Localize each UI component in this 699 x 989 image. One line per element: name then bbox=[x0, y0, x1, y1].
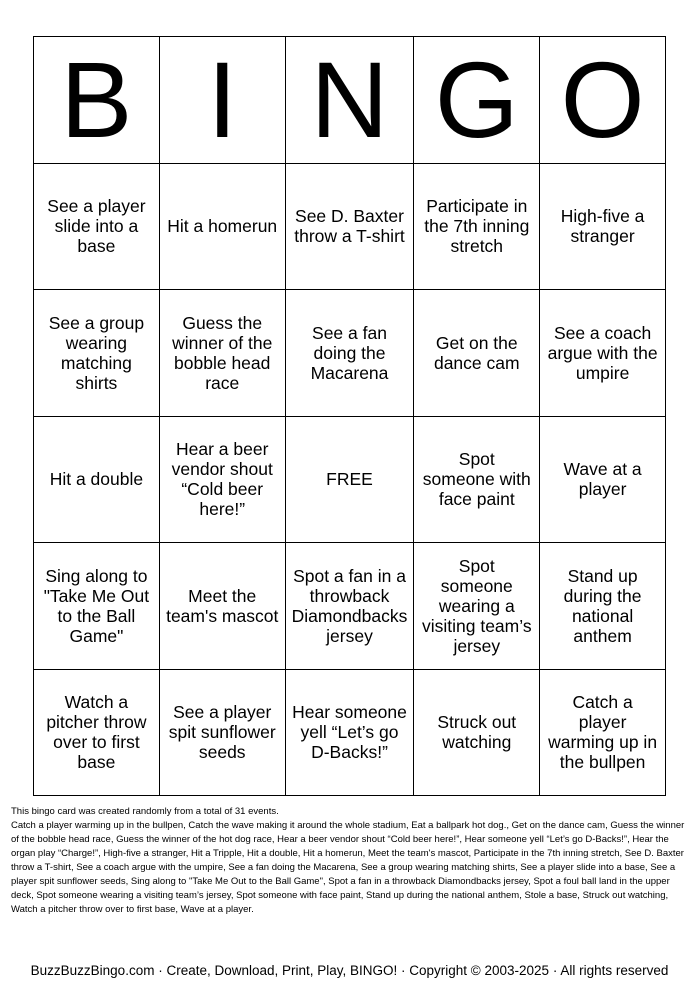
note-event-list: Catch a player warming up in the bullpen, Catch the wave making it around the whole stadium, Eat a ballpark hot dog., Get on the dance cam, Guess the winner of the bobble head race, Guess the winner of the hot dog race, Hear a beer vendor shout “Cold beer here!”, Hear someone yell “Let’s go D-Backs!”, Hear the organ play “Charge!”, High-five a stranger, Hit a Tripple, Hit a double, Hit a homerun, Meet the team's mascot, Participate in the 7th inning stretch, See D. Baxter throw a T-shirt, See a coach argue with the umpire, See a fan doing the Macarena, See a group wearing matching shirts, See a player slide into a base, See a player spit sunflower seeds, Sing along to "Take Me Out to the Ball Game", Spot a fan in a throwback Diamondbacks jersey, Spot a foul ball land in the upper deck, Spot someone wearing a visiting team’s jersey, Spot someone with face paint, Stand up during the national anthem, Stole a base, Struck out watching, Watch a pitcher throw over to first base, Wave at a player. bbox=[11, 820, 685, 915]
event-list-note bbox=[11, 805, 691, 917]
bingo-cell: Hit a double bbox=[34, 417, 160, 544]
bingo-cell: Stand up during the national anthem bbox=[540, 543, 666, 670]
bingo-cell: Meet the team's mascot bbox=[160, 543, 286, 670]
bingo-cell: Hear someone yell “Let’s go D-Backs!” bbox=[286, 670, 415, 797]
bingo-cell: See D. Baxter throw a T-shirt bbox=[286, 164, 415, 291]
free-cell: FREE bbox=[286, 417, 415, 544]
header-letter-b: B bbox=[34, 37, 160, 164]
bingo-cell: See a group wearing matching shirts bbox=[34, 290, 160, 417]
header-letter-o: O bbox=[540, 37, 666, 164]
bingo-cell: See a coach argue with the umpire bbox=[540, 290, 666, 417]
bingo-cell: Spot someone with face paint bbox=[414, 417, 540, 544]
bingo-cell: Catch a player warming up in the bullpen bbox=[540, 670, 666, 797]
bingo-cell: See a player slide into a base bbox=[34, 164, 160, 291]
bingo-cell: Watch a pitcher throw over to first base bbox=[34, 670, 160, 797]
bingo-cell: Participate in the 7th inning stretch bbox=[414, 164, 540, 291]
header-letter-g: G bbox=[414, 37, 540, 164]
bingo-cell: Hear a beer vendor shout “Cold beer here!” bbox=[160, 417, 286, 544]
bingo-cell: Get on the dance cam bbox=[414, 290, 540, 417]
bingo-cell: Guess the winner of the bobble head race bbox=[160, 290, 286, 417]
bingo-card bbox=[33, 36, 666, 796]
bingo-cell: Sing along to "Take Me Out to the Ball Game" bbox=[34, 543, 160, 670]
bingo-cell: See a fan doing the Macarena bbox=[286, 290, 415, 417]
bingo-cell: Spot someone wearing a visiting team’s jersey bbox=[414, 543, 540, 670]
header-letter-i: I bbox=[160, 37, 286, 164]
bingo-cell: Hit a homerun bbox=[160, 164, 286, 291]
header-letter-n: N bbox=[286, 37, 415, 164]
note-intro: This bingo card was created randomly from a total of 31 events. bbox=[11, 806, 279, 817]
bingo-cell: Struck out watching bbox=[414, 670, 540, 797]
bingo-cell: Spot a fan in a throwback Diamondbacks jersey bbox=[286, 543, 415, 670]
bingo-cell: High-five a stranger bbox=[540, 164, 666, 291]
site-credits: BuzzBuzzBingo.com · Create, Download, Print, Play, BINGO! · Copyright © 2003-2025 · All rights reserved bbox=[30, 963, 669, 978]
bingo-cell: See a player spit sunflower seeds bbox=[160, 670, 286, 797]
bingo-cell: Wave at a player bbox=[540, 417, 666, 544]
